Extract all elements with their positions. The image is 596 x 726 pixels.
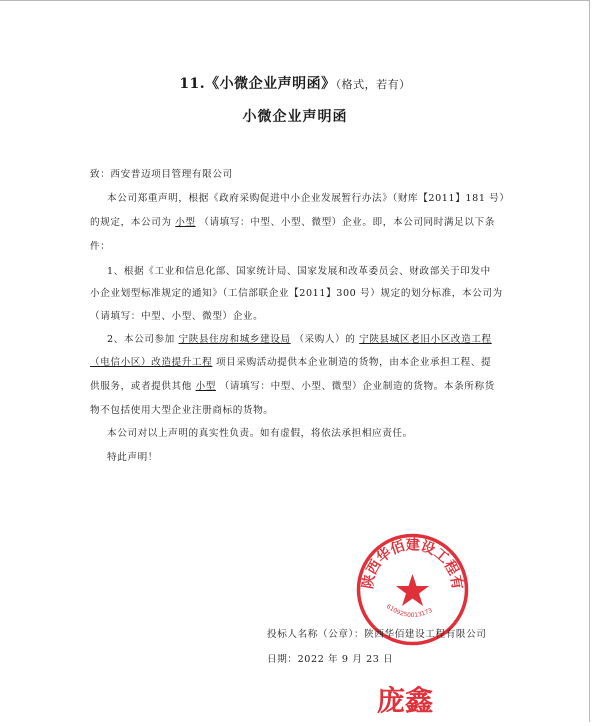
p1-enterprise-type-fill: 小型	[175, 217, 196, 228]
handwritten-signature	[375, 674, 445, 726]
p3-c-tail: （请填写：中型、小型、微型）企业制造的货物。本条所称货	[219, 381, 495, 392]
paragraph-1-line-1: 本公司郑重声明，根据《政府采购促进中小企业发展暂行办法》（财库【2011】181 号）	[107, 193, 510, 204]
p3-mid: （采购人）的	[294, 334, 356, 345]
paragraph-2-line-3: （请填写：中型、小型、微型）企业。	[90, 311, 264, 322]
signature-glyphs: 庞鑫	[377, 684, 434, 717]
paragraph-1-line-2	[90, 214, 495, 228]
seal-number: 6109250013173	[384, 603, 434, 620]
document-subtitle: 小微企业声明函	[242, 109, 348, 125]
p1-tail: （请填写：中型、小型、微型）企业。即，本公司同时满足以下条	[199, 217, 495, 228]
paragraph-2-line-1: 1、根据《工业和信息化部、国家统计局、国家发展和改革委员会、财政部关于印发中	[107, 266, 491, 277]
p3-project-fill-cont: （电信小区）改造提升工程	[90, 357, 213, 368]
title-sub: （格式，若有）	[335, 78, 411, 91]
p3-project-fill: 宁陕县城区老旧小区改造工程	[359, 334, 492, 345]
bidder-value: 陕西华佰建设工程有限公司	[364, 629, 487, 640]
title-main: 11.《小微企业声明函》	[179, 76, 336, 92]
paragraph-3-line-1	[107, 331, 492, 345]
seal-text: 陕西华佰建设工程有	[360, 537, 465, 591]
p3-head: 2、本公司参加	[107, 334, 175, 345]
page-border-top	[0, 0, 590, 1]
date-line	[267, 651, 393, 665]
p1-text: 的规定，本公司为	[90, 217, 172, 228]
bidder-name-line	[267, 626, 486, 640]
recipient-line: 致：西安普迈项目管理有限公司	[90, 169, 233, 180]
paragraph-3-line-4: 物不包括使用大型企业注册商标的货物。	[90, 405, 274, 416]
paragraph-4: 本公司对以上声明的真实性负责。如有虚假，将依法承担相应责任。	[107, 428, 413, 439]
date-value: 2022 年 9 月 23 日	[297, 654, 394, 665]
p3-purchaser-fill: 宁陕县住房和城乡建设局	[178, 334, 291, 345]
paragraph-1-line-3: 件：	[90, 241, 111, 252]
date-label: 日期：	[267, 654, 298, 665]
p3-tail: 项目采购活动提供本企业制造的货物，由本企业承担工程、提	[215, 357, 492, 368]
paragraph-5: 特此声明！	[107, 452, 158, 463]
p3-c-head: 供服务，或者提供其他	[90, 381, 192, 392]
paragraph-2-line-2: 小企业划型标准规定的通知》（工信部联企业【2011】300 号）规定的划分标准，本公司为	[90, 288, 503, 299]
p3-enterprise-type-fill: 小型	[195, 381, 216, 392]
document-title	[0, 73, 590, 93]
paragraph-3-line-3	[90, 378, 495, 392]
bidder-label: 投标人名称（公章）：	[267, 629, 365, 640]
seal-star-icon	[396, 574, 429, 606]
paragraph-3-line-2	[90, 354, 491, 368]
